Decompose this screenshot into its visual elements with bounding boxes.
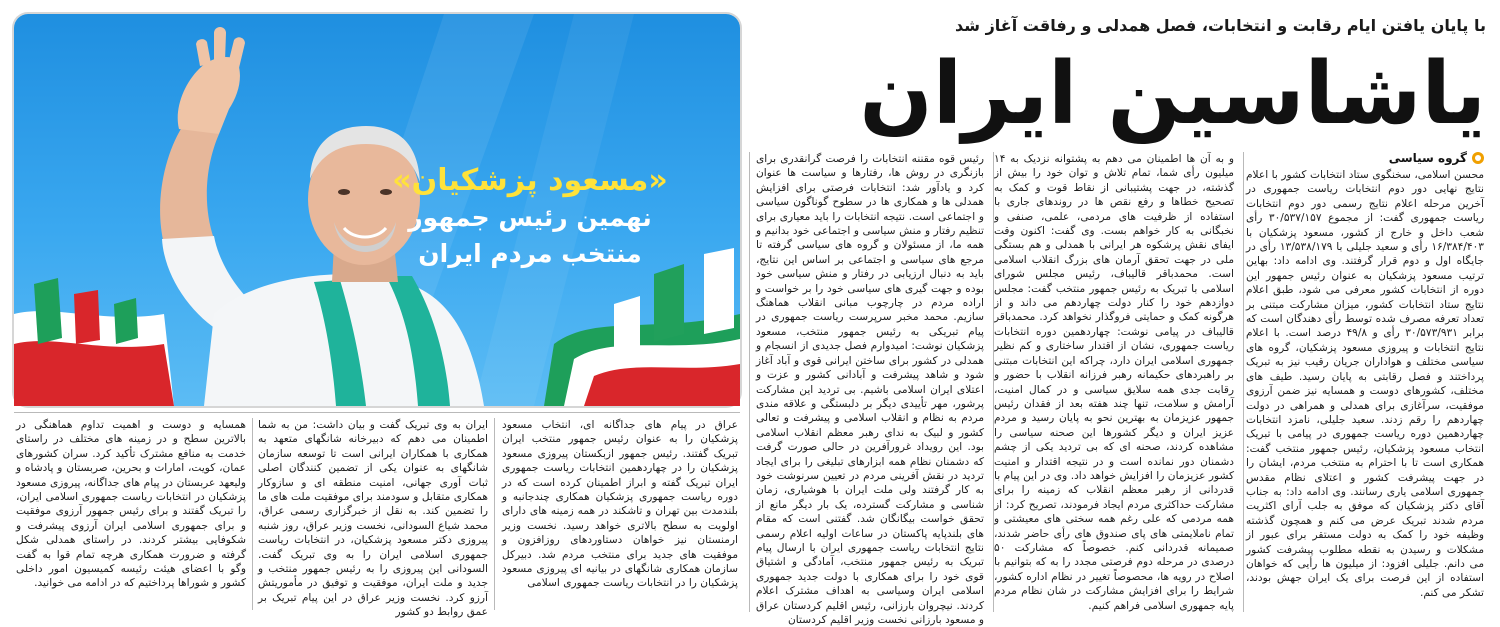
column-2-text: و به آن ها اطمینان می دهم به پشتوانه نزدیک به ۱۴ میلیون رأی شما، تمام تلاش و توان خود را بیش از گذشته، در جهت پشتیبانی از نقاط قوت و کمک به تصحیح خطاها و رفع نقص ها در روندهای جاری با استفاده از ظرفیت های مردمی، علمی، صنفی و نخبگانی به کار خواهم بست. وی گفت: اکنون وقت ایفای نقش پرشکوه هر ایرانی با همدلی و هم بستگی ملی در جهت تحقق آرمان های بزرگ انقلاب اسلامی است. محمدباقر قالیباف، رئیس مجلس شورای اسلامی با تبریک به رئیس جمهور منتخب گفت: مجلس دوازدهم خود را کنار دولت چهاردهم می داند و از هرگونه کمک و حمایتی فروگذار نخواهد کرد. محمدباقر قالیباف در پیامی نوشت: چهاردهمین دوره انتخابات ریاست جمهوری، نشان از اقتدار ساختاری و کم نظیر جمهوری اسلامی ایران دارد، چراکه این انتخابات مبتنی بر راهبردهای حکیمانه رهبر فرزانه انقلاب با حضور و رقابت جدی همه سلایق سیاسی و در کمال امنیت، آرامش و سلامت، تنها چند هفته بعد از فقدان رئیس جمهور عزیزمان به بهترین نحو به پایان رسید و مردم عزیز ایران و دیگر کشورها این صحنه سیاسی را مشاهده کردند، صحنه ای که بی تردید یکی از چشم دشمنان دور نمانده است و در نتیجه اقتدار و امنیت کشور عزیزمان را افزایش خواهد داد. وی در این پیام با قدردانی از رهبر معظم انقلاب که زمینه را برای مشارکت حداکثری مردم ایجاد فرمودند، تصریح کرد: از همه مردمی که علی رغم همه سختی های معیشتی و تمام ناملایمتی های پای صندوق های رأی حاضر شدند، صمیمانه قدردانی کنم. خصوصاً که مشارکت ۵۰ درصدی در مرحله دوم فرصتی مجدد را به که بتوانیم با اصلاح در رویه ها، محصوصاً تغییر در نظام اداره کشور، شرایط را برای افزایش مشارکت در شان نظام مردم پایه جمهوری اسلامی فراهم کنیم.	[994, 153, 1234, 612]
byline-bullet-icon	[1472, 152, 1484, 164]
column-divider	[1243, 152, 1244, 612]
hero-line-1: نهمین رئیس جمهور	[408, 203, 652, 232]
column-divider	[749, 152, 750, 612]
column-5-text: ایران به وی تبریک گفت و بیان داشت: من به شما اطمینان می دهم که دبیرخانه شانگهای متعهد به همکاری با همکاران ایرانی است تا توسعه سازمان شانگهای به عنوان یکی از تضمین کنندگان اصلی ثبات آوری جهانی، امنیت منطقه ای و سازوکار همکاری متقابل و سودمند برای موفقیت ملت های ما را تضمین کند. به نقل از خبرگزاری رسمی عراق، محمد شیاع السودانی، نخست وزیر عراق، روز شنبه پیروزی دکتر مسعود پزشکیان، در انتخابات ریاست جمهوری اسلامی ایران را به وی تبریک گفت. السودانی این پیروزی را به رئیس جمهور منتخب و جدید و ملت ایران، موفقیت و توفیق در مأموریتش آرزو کرد. نخست وزیر عراق در این پیام تبریک بر عمق روابط دو کشور	[258, 419, 488, 619]
column-4-text: عراق در پیام های جداگانه ای، انتخاب مسعود پزشکیان را به عنوان رئیس جمهور منتخب ایران تبریک گفتند. رئیس جمهور ازبکستان پیروزی مسعود پزشکیان را در چهاردهمین انتخابات ریاست جمهوری ایران تبریک گفته و ابراز اطمینان کرده است که در دوره ریاست جمهوری پزشکیان همکاری چندجانبه و بلندمدت بین تهران و تاشکند در همه زمینه های دارای اولویت به سطح بالاتری خواهد رسید. نخست وزیر ارمنستان نیز خواهان دستاوردهای روزافزون و موفقیت های جدید برای منتخب مردم شد. دبیرکل سازمان همکاری شانگهای در بیانیه ای پیروزی مسعود پزشکیان را در انتخابات ریاست جمهوری اسلامی	[502, 419, 738, 590]
column-6-text: همسایه و دوست و اهمیت تداوم هماهنگی در بالاترین سطح و در زمینه های مختلف در راستای خدمت به منافع مشترک تأکید کرد. سران کشورهای عمان، کویت، امارات و بحرین، صربستان و پادشاه و ولیعهد عربستان در پیام های جداگانه، پیروزی مسعود پزشکیان در انتخابات ریاست جمهوری اسلامی ایران، را تبریک گفتند و برای رئیس جمهور آرزوی موفقیت و برای جمهوری اسلامی ایران آرزوی پیشرفت و شکوفایی بیشتر کردند. در راستای همدلی شکل گرفته و ضرورت همکاری هرچه تمام قوا به گفت وگو با اعضای هیئت رئیسه کمیسیون امور داخلی کشور و شوراها پرداختیم که در ادامه می خوانید.	[16, 419, 246, 590]
text-column-4	[502, 418, 738, 614]
column-divider	[993, 152, 994, 612]
column-1-text: محسن اسلامی، سخنگوی ستاد انتخابات کشور با اعلام نتایج نهایی دور دوم انتخابات ریاست جمهوری در آخرین مرحله اعلام نتایج رسمی دور دوم انتخابات ریاست جمهوری گفت: از مجموع ۳۰/۵۳۷/۱۵۷ رأی شعب داخل و خارج از کشور، مسعود پزشکیان با ۱۶/۳۸۴/۴۰۳ رأی و سعید جلیلی با ۱۳/۵۳۸/۱۷۹ رأی در جایگاه اول و دوم قرار گرفتند. وی ادامه داد: بهاین ترتیب مسعود پزشکیان به عنوان رئیس جمهور این دوره از انتخابات کشور معرفی می شود، طبق اعلام نتایج ستاد انتخابات کشور، میزان مشارکت مبتنی بر تعداد تعرفه مصرف شده توسط رأی دهندگان است که برابر ۳۰/۵۷۳/۹۳۱ رأی و ۴۹/۸ درصد است. با اعلام نتایج انتخابات و پیروزی مسعود پزشکیان، گروه های سیاسی مختلف و هواداران جریان رقیب نیز به تبریک پرداختند و فصل رقابتی به پایان رسید. طیف های مختلف، کشورهای دوست و همسایه نیز ضمن آرزوی موفقیت، سرآغازی برای همدلی و همراهی در دولت چهاردهم را رقم زدند. سعید جلیلی، نامزد انتخابات چهاردهمین دوره ریاست جمهوری در پیامی با تبریک انتخاب مسعود پزشکیان، رئیس جمهور منتخب گفت: همکاری است تا با احترام به منتخب مردم، ایشان را در جهت پیشرفت کشور و اعتلای نظام مقدس جمهوری اسلامی یاری رسانند. وی ادامه داد: به جناب آقای دکتر پزشکیان که موفق به جلب آرای اکثریت مردم شدند تبریک عرض می کنم و همچون گذشته وظیفه خود را کمک به دولت مستقر برای عبور از مشکلات و رسیدن به نقطه مطلوب پیشرفت کشور می دانم. جلیلی افزود: از میلیون ها رأیی که خواهان استفاده از این فرصت برای یک ایران جهش بودند، تشکر می کنم.	[1246, 169, 1484, 599]
hero-photo	[14, 14, 740, 406]
text-column-6	[16, 418, 246, 614]
text-column-3	[756, 152, 984, 626]
article-headline: یاشاسین ایران	[859, 44, 1486, 144]
text-column-1	[1246, 168, 1484, 614]
hero-name: «مسعود پزشکیان»	[392, 163, 668, 198]
column-divider	[494, 418, 495, 610]
article-byline	[1244, 151, 1484, 165]
column-3-text: رئیس قوه مقننه انتخابات را فرصت گرانقدری برای بازنگری در روش ها، رفتارها و سیاست ها عنوان کرد و یادآور شد: انتخابات فرصتی برای افزایش همدلی ها و همکاری ها در سطوح گوناگون سیاسی و اجتماعی است. نتیجه انتخابات را باید معیاری برای تنظیم رفتار و منش سیاسی و اجتماعی خود بدانیم و همه ما، از مسئولان و گروه های سیاسی گرفته تا مرجع های سیاسی و اجتماعی بر اساس این نتایج، باید به دنبال ارزیابی در رفتار و منش سیاسی خود بوده و جهت گیری های سیاسی خود را بر خواست و اراده مردم در چارچوب مبانی انقلاب هماهنگ سازیم. محمد مخبر سرپرست ریاست جمهوری در پیام تبریکی به رئیس جمهور منتخب، مسعود پزشکیان نوشت: امیدوارم فصل جدیدی از انسجام و همدلی در کشور برای ساختن ایرانی قوی و آباد آغاز شود و شاهد پیشرفت و آبادانی کشور و عزت و اعتلای ایران اسلامی باشیم. بی تردید این مشارکت پرشور، مهر تأییدی دیگر بر دلبستگی و علاقه مندی مردم به نظام و انقلاب اسلامی و پیشرفت و تعالی کشور و لبیک به ندای رهبر معظم انقلاب اسلامی بود. این رویداد غرورآفرین در حالی صورت گرفت که دشمنان نظام همه ابزارهای تبلیغی را برای ایجاد تردید در نقش آفرینی مردم در تعیین سرنوشت خود به کار گرفتند ولی ملت ایران با هوشیاری، زمان شناسی و مشارکت گسترده، یک بار دیگر مانع از تحقق خواست بیگانگان شد. گفتنی است که مقام های بلندپایه پاکستان در ساعات اولیه اعلام رسمی نتایج انتخابات ریاست جمهوری ایران با ارسال پیام تبریک به رئیس جمهور منتخب، آمادگی و اشتیاق قوی خود را برای همکاری با دولت جدید جمهوری اسلامی ایران وسیاسی به اهداف مشترک اعلام کردند. نیچروان بارزانی، رئیس اقلیم کردستان عراق و مسعود بارزانی نخست وزیر اقلیم کردستان	[756, 153, 984, 626]
flags-left-icon	[14, 278, 174, 406]
column-divider	[252, 418, 253, 610]
hero-line-2: منتخب مردم ایران	[418, 239, 642, 268]
text-column-5	[258, 418, 488, 619]
article-kicker: با پایان یافتن ایام رقابت و انتخابات، فصل همدلی و رفاقت آغاز شد	[955, 16, 1486, 35]
hero-caption	[390, 162, 670, 272]
photo-bottom-rule	[14, 412, 740, 413]
byline-label: گروه سیاسی	[1388, 151, 1467, 165]
text-column-2	[994, 152, 1234, 614]
